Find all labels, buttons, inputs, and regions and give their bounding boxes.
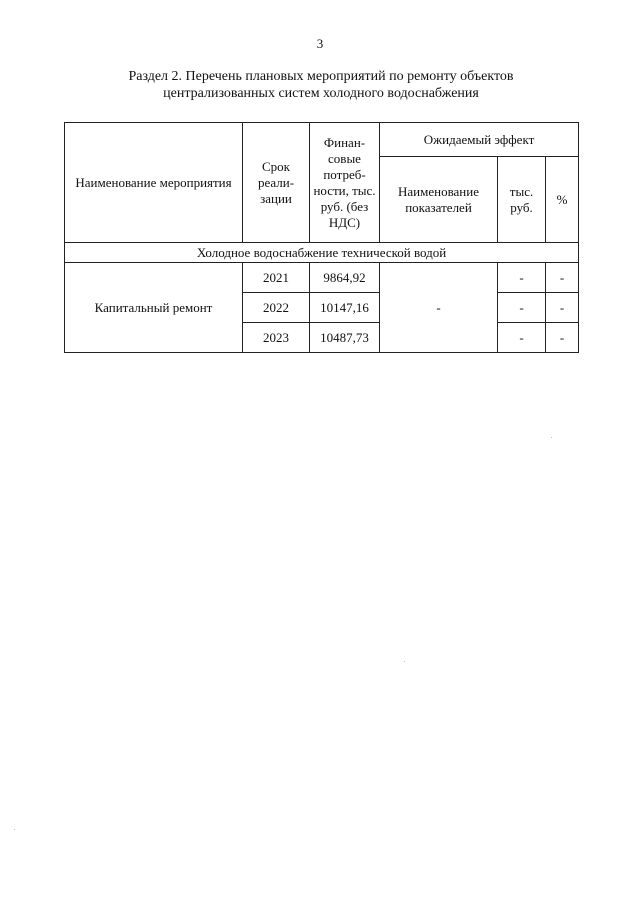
repair-plan-table xyxy=(64,122,579,353)
thousand-rub-cell: - xyxy=(498,293,546,323)
header-activity-name: Наименование мероприятия xyxy=(65,123,243,243)
year-cell: 2023 xyxy=(243,323,310,353)
thousand-rub-cell: - xyxy=(498,263,546,293)
scan-speck xyxy=(551,437,552,438)
percent-cell: - xyxy=(546,323,579,353)
amount-cell: 9864,92 xyxy=(310,263,380,293)
header-expected-effect: Ожидаемый эффект xyxy=(380,123,579,157)
percent-cell: - xyxy=(546,263,579,293)
table-row xyxy=(65,263,579,293)
scan-speck xyxy=(404,661,405,662)
thousand-rub-cell: - xyxy=(498,323,546,353)
section-row-label: Холодное водоснабжение технической водой xyxy=(65,243,579,263)
header-term: Срок реали-зации xyxy=(243,123,310,243)
header-finance: Финан-совые потреб-ности, тыс. руб. (без НДС) xyxy=(310,123,380,243)
amount-cell: 10487,73 xyxy=(310,323,380,353)
section-title xyxy=(64,68,578,102)
year-cell: 2021 xyxy=(243,263,310,293)
amount-cell: 10147,16 xyxy=(310,293,380,323)
section-title-line-2: централизованных систем холодного водоснабжения xyxy=(163,86,479,101)
header-percent: % xyxy=(546,157,579,243)
section-title-line-1: Раздел 2. Перечень плановых мероприятий по ремонту объектов xyxy=(128,69,514,84)
percent-cell: - xyxy=(546,293,579,323)
scan-speck xyxy=(14,829,15,830)
page-number: 3 xyxy=(316,36,324,51)
table-section-row xyxy=(65,243,579,263)
activity-name-cell: Капитальный ремонт xyxy=(65,263,243,353)
year-cell: 2022 xyxy=(243,293,310,323)
header-indicator-name: Наименование показателей xyxy=(380,157,498,243)
header-thousand-rub: тыс. руб. xyxy=(498,157,546,243)
indicator-name-cell: - xyxy=(380,263,498,353)
table-header-row xyxy=(65,123,579,157)
